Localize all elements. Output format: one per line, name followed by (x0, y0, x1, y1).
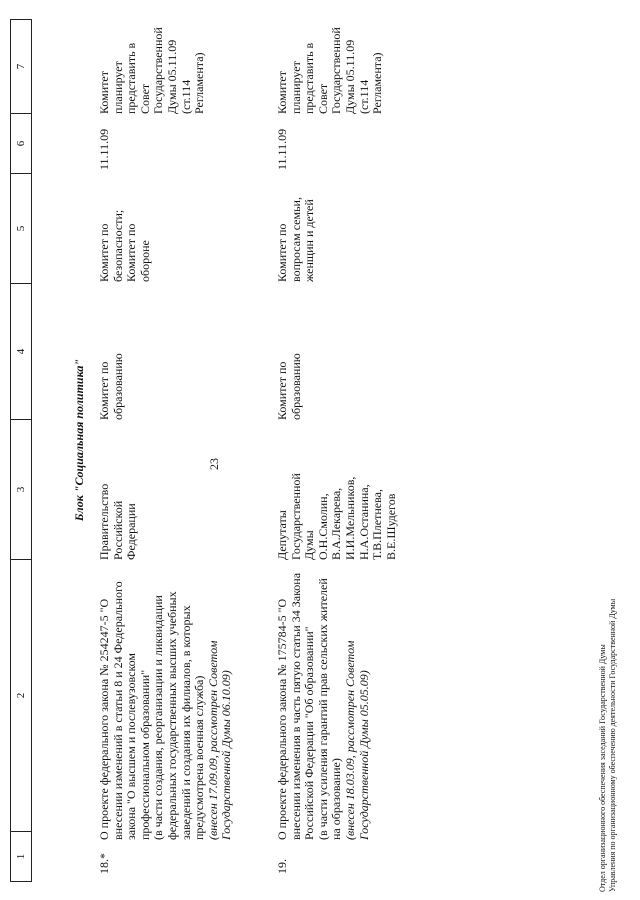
review-date: 11.11.09 (275, 128, 289, 170)
bill-note: (внесен 18.03.09, рассмотрен Советом Государственной Думы 05.05.09) (342, 640, 371, 840)
co-committee: Комитет по вопросам семьи, женщин и детей (275, 197, 317, 282)
bill-subtitle: (в части усиления гарантий прав сельских жителей на образование) (315, 578, 344, 840)
column-header-table (10, 19, 32, 882)
column-header: 4 (11, 284, 32, 420)
column-header: 6 (11, 114, 32, 174)
bill-description (276, 572, 371, 840)
column-header: 2 (11, 560, 32, 832)
bill-subtitle: (в части создания, реорганизации и ликвидации федеральных государственных высших учебных заведений и создания их филиалов, в которых предусмотрена военная служба) (151, 591, 207, 840)
page-number: 23 (207, 458, 221, 470)
row-number: 19. (275, 859, 289, 874)
responsible-committee: Комитет по образованию (97, 353, 125, 420)
responsible-committee: Комитет по образованию (275, 353, 303, 420)
plan-note: Комитет планирует представить в Совет Государственной Думы 05.11.09 (ст.114 Регламента) (97, 27, 207, 114)
column-header: 5 (11, 174, 32, 284)
bill-title: О проекте федерального закона № 254247-5 "О внесении изменений в статьи 8 и 24 Федерального закона "О высшем и послевузовском профессиональном образовании" (97, 581, 152, 840)
column-header: 3 (11, 420, 32, 560)
footer-line: Управления по организационному обеспечению деятельности Государственной Думы (608, 598, 617, 892)
bill-author: Депутаты Государственной Думы О.Н.Смолин, В.А.Лекарева, И.И.Мельников, Н.А.Останина, Т.В.Плетнева, В.Е.Шудегов (275, 473, 398, 560)
bill-title: О проекте федерального закона № 175784-5 "О внесении изменения в часть пятую статьи 34 Закона Российской Федерации "Об образовании" (275, 572, 317, 840)
bill-author: Правительство Российской Федерации (97, 483, 139, 560)
review-date: 11.11.09 (97, 128, 111, 170)
bill-note: (внесен 17.09.09, рассмотрен Советом Государственной Думы 06.10.09) (205, 640, 234, 840)
column-header: 7 (11, 20, 32, 114)
plan-note: Комитет планирует представить в Совет Государственной Думы 05.11.09 (ст.114 Регламента) (275, 27, 385, 114)
row-number: 18.* (97, 853, 111, 874)
footer-line: Отдел организационного обеспечения заседаний Государственной Думы (598, 644, 607, 892)
block-title: Блок "Социальная политика" (72, 358, 86, 522)
co-committee: Комитет по безопасности; Комитет по обороне (97, 209, 152, 282)
bill-description (98, 572, 234, 840)
column-header: 1 (11, 832, 32, 882)
